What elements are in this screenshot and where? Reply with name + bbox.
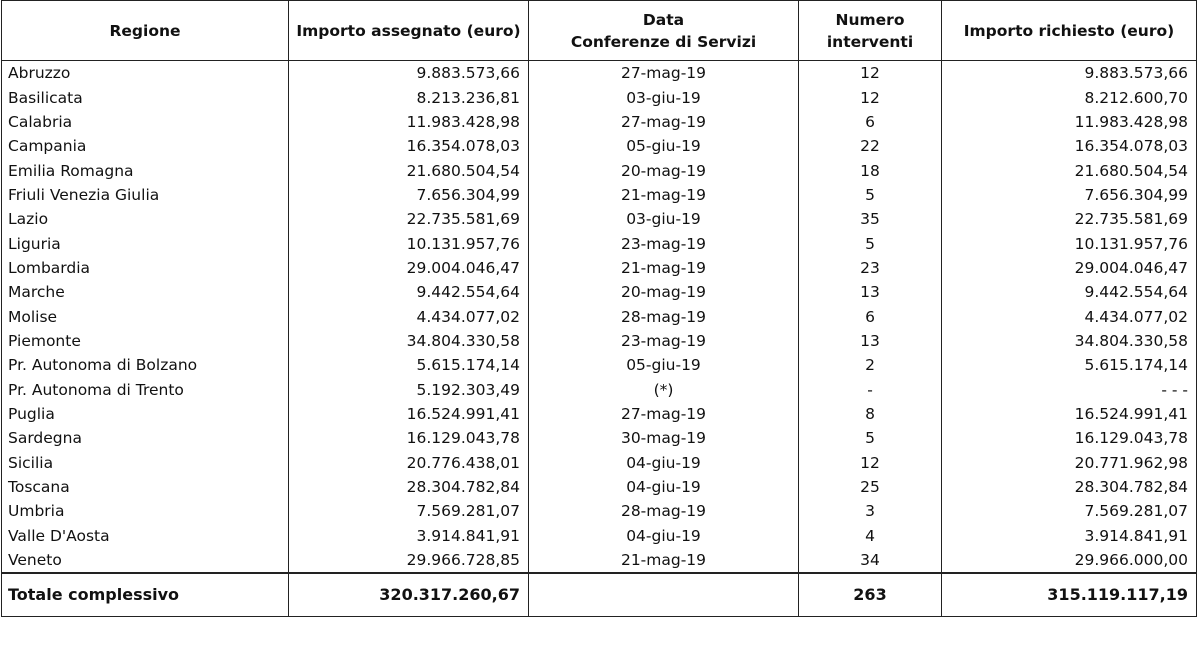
cell-data-conferenza: 04-giu-19 <box>529 475 799 499</box>
cell-importo-richiesto: 16.354.078,03 <box>942 134 1197 158</box>
cell-numero-interventi: 35 <box>799 207 942 231</box>
cell-regione: Emilia Romagna <box>2 158 289 182</box>
cell-data-conferenza: 05-giu-19 <box>529 353 799 377</box>
table-row <box>2 499 1197 523</box>
cell-data-conferenza: 21-mag-19 <box>529 256 799 280</box>
header-importo-richiesto: Importo richiesto (euro) <box>942 1 1197 61</box>
table-row <box>2 85 1197 109</box>
cell-importo-richiesto: 7.656.304,99 <box>942 183 1197 207</box>
cell-regione: Basilicata <box>2 85 289 109</box>
cell-importo-richiesto: 7.569.281,07 <box>942 499 1197 523</box>
cell-importo-assegnato: 5.192.303,49 <box>289 377 529 401</box>
table-row <box>2 231 1197 255</box>
table-body <box>2 61 1197 574</box>
cell-data-conferenza: 20-mag-19 <box>529 280 799 304</box>
cell-importo-assegnato: 16.354.078,03 <box>289 134 529 158</box>
cell-numero-interventi: 6 <box>799 304 942 328</box>
cell-numero-interventi: 22 <box>799 134 942 158</box>
header-numero-interventi <box>799 1 942 61</box>
cell-regione: Abruzzo <box>2 61 289 86</box>
cell-importo-assegnato: 10.131.957,76 <box>289 231 529 255</box>
cell-data-conferenza: 04-giu-19 <box>529 524 799 548</box>
cell-regione: Valle D'Aosta <box>2 524 289 548</box>
cell-data-conferenza: 21-mag-19 <box>529 548 799 573</box>
cell-numero-interventi: 4 <box>799 524 942 548</box>
cell-importo-assegnato: 29.004.046,47 <box>289 256 529 280</box>
cell-regione: Marche <box>2 280 289 304</box>
table-footer <box>2 573 1197 617</box>
cell-numero-interventi: 5 <box>799 183 942 207</box>
cell-importo-richiesto: 34.804.330,58 <box>942 329 1197 353</box>
cell-importo-assegnato: 4.434.077,02 <box>289 304 529 328</box>
cell-data-conferenza: 27-mag-19 <box>529 61 799 86</box>
table-row <box>2 61 1197 86</box>
cell-importo-richiesto: 9.442.554,64 <box>942 280 1197 304</box>
table-row <box>2 548 1197 573</box>
cell-importo-richiesto: 20.771.962,98 <box>942 451 1197 475</box>
cell-importo-assegnato: 20.776.438,01 <box>289 451 529 475</box>
cell-importo-richiesto: 8.212.600,70 <box>942 85 1197 109</box>
cell-data-conferenza: 21-mag-19 <box>529 183 799 207</box>
totals-label: Totale complessivo <box>2 573 289 617</box>
cell-data-conferenza: 27-mag-19 <box>529 402 799 426</box>
cell-regione: Pr. Autonoma di Bolzano <box>2 353 289 377</box>
header-regione: Regione <box>2 1 289 61</box>
cell-importo-assegnato: 16.129.043,78 <box>289 426 529 450</box>
funding-table <box>1 0 1197 617</box>
cell-importo-assegnato: 28.304.782,84 <box>289 475 529 499</box>
cell-numero-interventi: 12 <box>799 85 942 109</box>
totals-interventi: 263 <box>799 573 942 617</box>
cell-importo-assegnato: 11.983.428,98 <box>289 110 529 134</box>
cell-importo-assegnato: 5.615.174,14 <box>289 353 529 377</box>
totals-row <box>2 573 1197 617</box>
cell-regione: Pr. Autonoma di Trento <box>2 377 289 401</box>
table-row <box>2 524 1197 548</box>
cell-regione: Liguria <box>2 231 289 255</box>
header-data-line1: Data <box>642 10 685 29</box>
table-row <box>2 158 1197 182</box>
table-row <box>2 426 1197 450</box>
table-header <box>2 1 1197 61</box>
cell-data-conferenza: 03-giu-19 <box>529 207 799 231</box>
table-row <box>2 402 1197 426</box>
cell-importo-richiesto: 22.735.581,69 <box>942 207 1197 231</box>
cell-regione: Sardegna <box>2 426 289 450</box>
cell-regione: Toscana <box>2 475 289 499</box>
cell-numero-interventi: 18 <box>799 158 942 182</box>
cell-importo-assegnato: 22.735.581,69 <box>289 207 529 231</box>
cell-numero-interventi: 3 <box>799 499 942 523</box>
header-numero-line2: interventi <box>826 32 914 51</box>
totals-richiesto: 315.119.117,19 <box>942 573 1197 617</box>
header-numero-line1: Numero <box>835 10 905 29</box>
cell-importo-richiesto: 3.914.841,91 <box>942 524 1197 548</box>
cell-numero-interventi: 23 <box>799 256 942 280</box>
cell-regione: Puglia <box>2 402 289 426</box>
cell-regione: Lazio <box>2 207 289 231</box>
table-row <box>2 377 1197 401</box>
table-row <box>2 110 1197 134</box>
cell-regione: Molise <box>2 304 289 328</box>
cell-importo-assegnato: 21.680.504,54 <box>289 158 529 182</box>
table-row <box>2 256 1197 280</box>
cell-data-conferenza: 23-mag-19 <box>529 231 799 255</box>
cell-importo-assegnato: 8.213.236,81 <box>289 85 529 109</box>
table-row <box>2 353 1197 377</box>
cell-importo-richiesto: 28.304.782,84 <box>942 475 1197 499</box>
table-row <box>2 134 1197 158</box>
cell-numero-interventi: 2 <box>799 353 942 377</box>
cell-importo-assegnato: 3.914.841,91 <box>289 524 529 548</box>
cell-data-conferenza: 28-mag-19 <box>529 499 799 523</box>
cell-importo-richiesto: 29.004.046,47 <box>942 256 1197 280</box>
cell-regione: Calabria <box>2 110 289 134</box>
table-row <box>2 329 1197 353</box>
cell-numero-interventi: 6 <box>799 110 942 134</box>
cell-numero-interventi: 5 <box>799 231 942 255</box>
table-row <box>2 280 1197 304</box>
cell-data-conferenza: (*) <box>529 377 799 401</box>
header-data-conferenze <box>529 1 799 61</box>
cell-numero-interventi: 8 <box>799 402 942 426</box>
cell-numero-interventi: 25 <box>799 475 942 499</box>
cell-numero-interventi: 13 <box>799 280 942 304</box>
cell-importo-assegnato: 29.966.728,85 <box>289 548 529 573</box>
cell-numero-interventi: 34 <box>799 548 942 573</box>
cell-importo-richiesto: 10.131.957,76 <box>942 231 1197 255</box>
cell-numero-interventi: 12 <box>799 61 942 86</box>
table-row <box>2 207 1197 231</box>
cell-data-conferenza: 04-giu-19 <box>529 451 799 475</box>
header-data-line2: Conferenze di Servizi <box>570 32 757 51</box>
cell-numero-interventi: 13 <box>799 329 942 353</box>
cell-data-conferenza: 20-mag-19 <box>529 158 799 182</box>
cell-regione: Lombardia <box>2 256 289 280</box>
header-importo-assegnato: Importo assegnato (euro) <box>289 1 529 61</box>
cell-importo-assegnato: 7.656.304,99 <box>289 183 529 207</box>
cell-importo-richiesto: 16.129.043,78 <box>942 426 1197 450</box>
cell-regione: Sicilia <box>2 451 289 475</box>
cell-importo-assegnato: 16.524.991,41 <box>289 402 529 426</box>
cell-data-conferenza: 05-giu-19 <box>529 134 799 158</box>
table-row <box>2 451 1197 475</box>
cell-data-conferenza: 03-giu-19 <box>529 85 799 109</box>
cell-importo-assegnato: 9.442.554,64 <box>289 280 529 304</box>
totals-assegnato: 320.317.260,67 <box>289 573 529 617</box>
cell-importo-richiesto: 21.680.504,54 <box>942 158 1197 182</box>
cell-regione: Friuli Venezia Giulia <box>2 183 289 207</box>
table-row <box>2 304 1197 328</box>
cell-regione: Campania <box>2 134 289 158</box>
cell-importo-richiesto: - - - <box>942 377 1197 401</box>
cell-numero-interventi: - <box>799 377 942 401</box>
cell-importo-richiesto: 4.434.077,02 <box>942 304 1197 328</box>
cell-importo-assegnato: 9.883.573,66 <box>289 61 529 86</box>
cell-importo-richiesto: 29.966.000,00 <box>942 548 1197 573</box>
cell-numero-interventi: 5 <box>799 426 942 450</box>
cell-regione: Veneto <box>2 548 289 573</box>
document-sheet <box>1 0 1196 655</box>
cell-importo-richiesto: 11.983.428,98 <box>942 110 1197 134</box>
cell-importo-assegnato: 7.569.281,07 <box>289 499 529 523</box>
cell-regione: Umbria <box>2 499 289 523</box>
cell-importo-richiesto: 5.615.174,14 <box>942 353 1197 377</box>
cell-importo-richiesto: 16.524.991,41 <box>942 402 1197 426</box>
header-row <box>2 1 1197 61</box>
cell-importo-assegnato: 34.804.330,58 <box>289 329 529 353</box>
cell-regione: Piemonte <box>2 329 289 353</box>
cell-data-conferenza: 23-mag-19 <box>529 329 799 353</box>
table-row <box>2 475 1197 499</box>
cell-data-conferenza: 28-mag-19 <box>529 304 799 328</box>
totals-data <box>529 573 799 617</box>
cell-importo-richiesto: 9.883.573,66 <box>942 61 1197 86</box>
cell-numero-interventi: 12 <box>799 451 942 475</box>
table-row <box>2 183 1197 207</box>
cell-data-conferenza: 27-mag-19 <box>529 110 799 134</box>
cell-data-conferenza: 30-mag-19 <box>529 426 799 450</box>
